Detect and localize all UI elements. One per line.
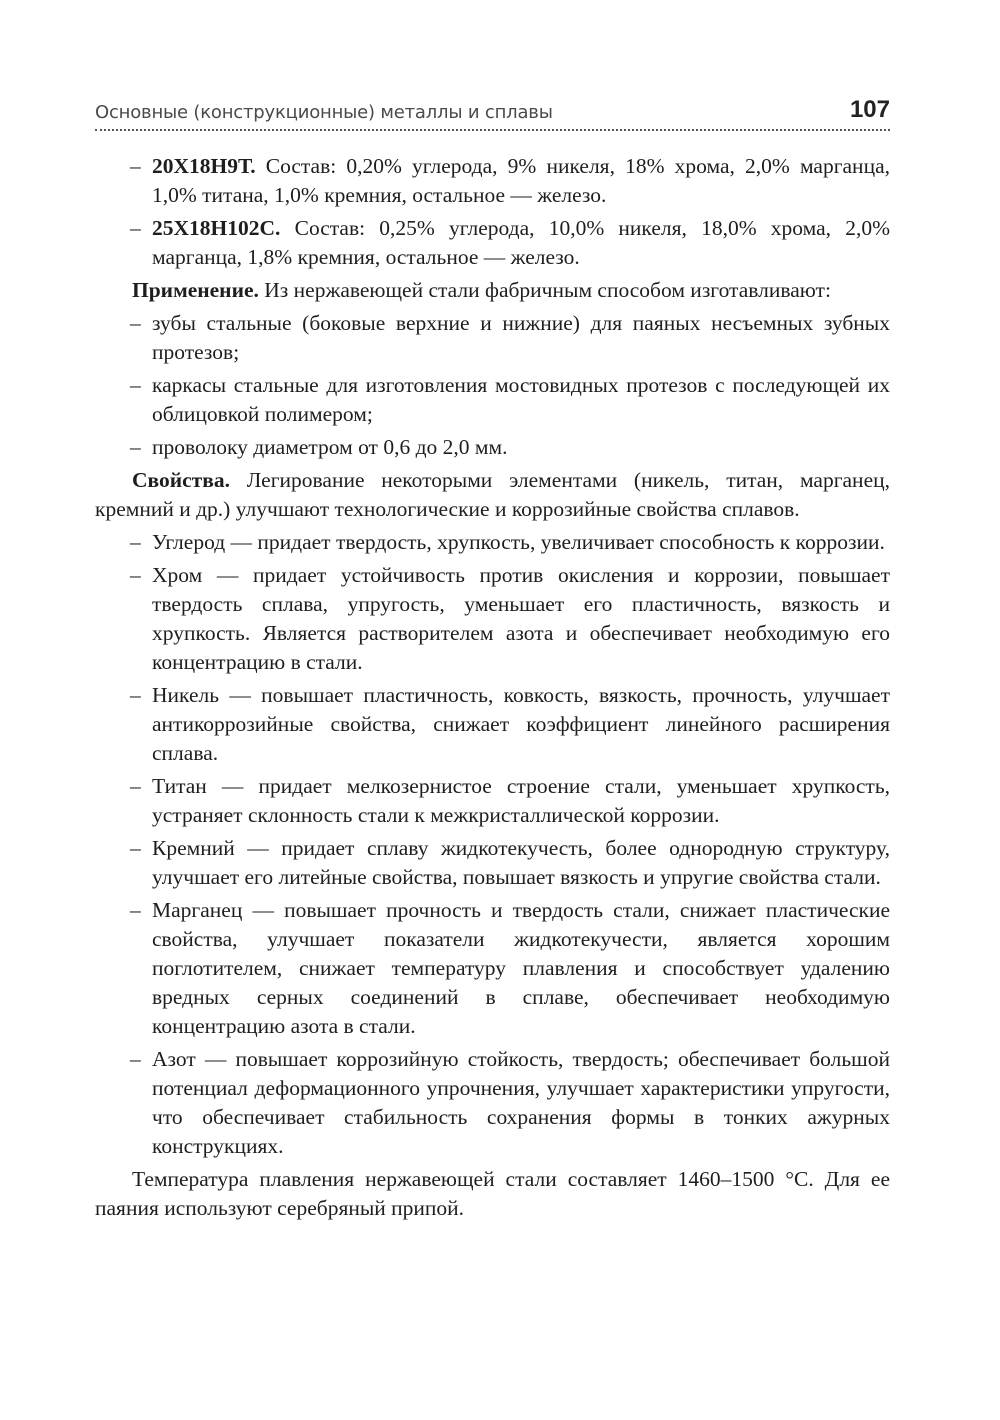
running-head	[95, 96, 890, 136]
alloy-list	[95, 152, 890, 272]
element-item-titanium: – Титан — придает мелкозернистое строение стали, уменьшает хрупкость, устраняет склонность стали к межкристаллической коррозии.	[152, 772, 890, 830]
application-list	[95, 309, 890, 462]
alloy-composition: Состав: 0,25% углерода, 10,0% никеля, 18,0% хрома, 2,0% марганца, 1,8% кремния, остальное — железо.	[152, 216, 890, 269]
element-item-nickel: – Никель — повышает пластичность, ковкость, вязкость, прочность, улучшает антикоррозийные свойства, снижает коэффициент линейного расширения сплава.	[152, 681, 890, 768]
application-item: – проволоку диаметром от 0,6 до 2,0 мм.	[152, 433, 890, 462]
header-divider	[95, 129, 890, 131]
application-text: Из нержавеющей стали фабричным способом изготавливают:	[258, 278, 831, 302]
properties-text: Легирование некоторыми элементами (никель, титан, марганец, кремний и др.) улучшают технологические и коррозийные свойства сплавов.	[95, 468, 890, 521]
element-item-nitrogen: – Азот — повышает коррозийную стойкость, твердость; обеспечивает большой потенциал деформационного упрочнения, улучшает характеристики упругости, что обеспечивает стабильность сохранения формы в тонких ажурных конструкциях.	[152, 1045, 890, 1161]
application-heading: Применение.	[132, 278, 259, 302]
element-item-chromium: – Хром — придает устойчивость против окисления и коррозии, повышает твердость сплава, упругость, уменьшает его пластичность, вязкость и хрупкость. Является растворителем азота и обеспечивает необходимую его концентрацию в стали.	[152, 561, 890, 677]
page-number: 107	[849, 96, 890, 123]
element-item-manganese: – Марганец — повышает прочность и твердость стали, снижает пластические свойства, улучшает показатели жидкотекучести, является хорошим поглотителем, снижает температуру плавления и способствует удалению вредных серных соединений в сплаве, обеспечивает необходимую концентрацию азота в стали.	[152, 896, 890, 1041]
application-item: – каркасы стальные для изготовления мостовидных протезов с последующей их облицовкой полимером;	[152, 371, 890, 429]
alloy-item	[152, 152, 890, 210]
element-item-carbon: – Углерод — придает твердость, хрупкость, увеличивает способность к коррозии.	[152, 528, 890, 557]
page-body	[95, 152, 890, 1227]
application-paragraph	[95, 276, 890, 305]
alloy-grade: 20Х18Н9Т.	[152, 154, 256, 178]
element-properties-list	[95, 528, 890, 1161]
alloy-grade: 25Х18Н102С.	[152, 216, 281, 240]
running-title: Основные (конструкционные) металлы и сплавы	[95, 102, 553, 123]
properties-heading: Свойства.	[132, 468, 230, 492]
application-item: – зубы стальные (боковые верхние и нижние) для паяных несъемных зубных протезов;	[152, 309, 890, 367]
closing-paragraph: Температура плавления нержавеющей стали составляет 1460–1500 °C. Для ее паяния используют серебряный припой.	[95, 1167, 890, 1220]
properties-paragraph	[95, 466, 890, 524]
element-item-silicon: – Кремний — придает сплаву жидкотекучесть, более однородную структуру, улучшает его литейные свойства, повышает вязкость и упругие свойства стали.	[152, 834, 890, 892]
alloy-item	[152, 214, 890, 272]
alloy-composition: Состав: 0,20% углерода, 9% никеля, 18% хрома, 2,0% марганца, 1,0% титана, 1,0% кремния, остальное — железо.	[152, 154, 890, 207]
